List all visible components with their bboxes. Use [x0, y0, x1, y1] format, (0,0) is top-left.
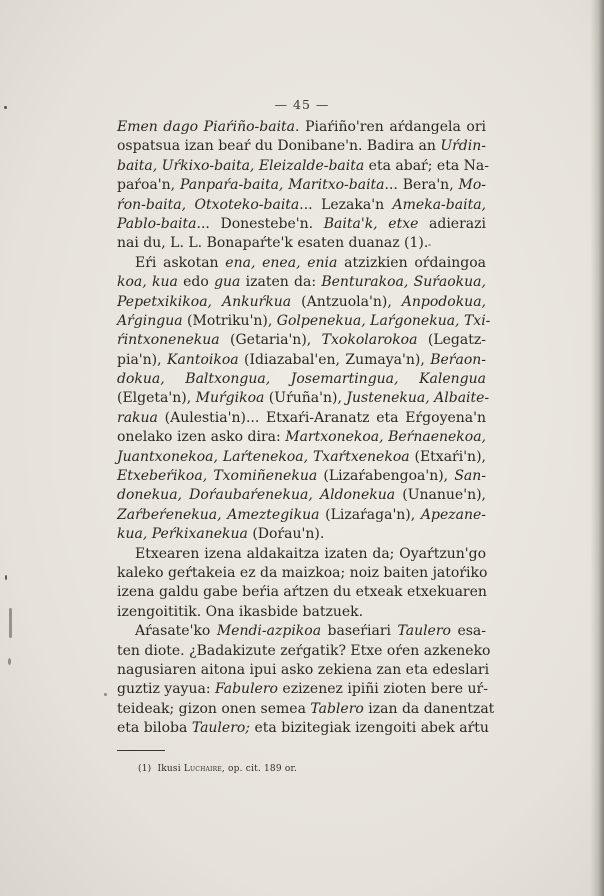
- text-segment: (Aulestia'n)... Etxaŕi-Aranatz eta Eŕgoyena'n: [157, 409, 486, 426]
- text-line: [117, 234, 486, 253]
- text-line: [117, 506, 486, 525]
- italic-term: Pepetxikikoa, Ankuŕkua: [117, 293, 292, 310]
- text-line: [117, 680, 486, 699]
- text-segment: (Legatz-: [417, 332, 486, 349]
- footnote-rule: [117, 750, 165, 751]
- footnote-author: Luchaire: [183, 764, 222, 774]
- text-segment: onelako izen asko dira:: [117, 429, 286, 446]
- footnote-post: , op. cit. 189 or.: [221, 764, 298, 774]
- text-line: [117, 273, 486, 292]
- italic-term: rakua: [117, 409, 158, 426]
- italic-term: Aŕgingua: [117, 312, 183, 329]
- italic-term: Taulero: [397, 623, 451, 640]
- text-line: [117, 700, 495, 719]
- italic-term: Panpaŕa-baita, Maritxo-baita: [179, 177, 385, 194]
- text-segment: Eŕi askotan: [135, 254, 226, 271]
- text-segment: (Lizaŕabengoa'n),: [317, 468, 455, 485]
- text-segment: izaten da:: [240, 274, 322, 291]
- text-line: [117, 157, 489, 176]
- italic-term: donekua, Doŕaubaŕenekua, Aldonekua: [117, 487, 396, 504]
- text-line: [117, 661, 490, 680]
- text-line: [117, 583, 486, 602]
- text-line: [117, 719, 489, 738]
- text-segment: . Piaŕiño'ren aŕdangela ori: [295, 119, 486, 135]
- text-line: [117, 545, 486, 564]
- text-segment: ten diote. ¿Badakizute zeŕgatik? Etxe oŕen azkeneko: [117, 642, 491, 659]
- page-edge-shadow: [590, 0, 604, 896]
- italic-term: ŕon-baita, Otxoteko-baita: [117, 196, 300, 213]
- italic-term: San-: [454, 468, 486, 485]
- text-line: [117, 137, 486, 156]
- italic-term: Etxebeŕikoa, Txomiñenekua: [117, 468, 318, 485]
- text-segment: paŕoa'n,: [117, 177, 180, 194]
- italic-term: Fabulero: [214, 681, 278, 698]
- text-segment: ... Bera'n,: [384, 177, 459, 194]
- paper-speck: [104, 693, 107, 696]
- italic-term: gua: [214, 274, 241, 291]
- text-line: [117, 525, 486, 544]
- text-segment: eta biloba: [117, 720, 192, 737]
- italic-term: koa, kua: [117, 274, 178, 291]
- text-segment: guztiz yayua:: [117, 681, 215, 698]
- text-line: [117, 118, 486, 137]
- italic-term: ena, enea, enia: [225, 254, 338, 271]
- text-segment: atzizkien oŕdaingoa: [337, 254, 486, 271]
- text-segment: teideak; gizon onen semea: [117, 700, 311, 717]
- text-segment: izan da danentzat: [363, 700, 495, 717]
- text-line: [117, 331, 486, 350]
- text-segment: edo: [177, 274, 215, 291]
- italic-term: Mendi-azpikoa: [216, 623, 322, 640]
- text-segment: adierazi: [418, 215, 486, 232]
- text-segment: (Unanue'n),: [395, 487, 486, 504]
- text-segment: ... Donestebe'n.: [196, 215, 324, 232]
- italic-term: Anpodokua,: [401, 293, 486, 310]
- text-line: [117, 215, 486, 234]
- text-segment: (Etxaŕi'n),: [409, 448, 486, 465]
- text-segment: Aŕasate'ko: [135, 623, 217, 640]
- italic-term: Ameka-baita,: [392, 196, 486, 213]
- text-segment: ospatsua izan beaŕ du Donibane'n. Badira an: [117, 138, 441, 155]
- italic-term: Muŕgikoa: [195, 390, 265, 407]
- text-segment: eta bizitegiak izengoiti abek aŕtu: [250, 720, 489, 737]
- footnote: [138, 764, 297, 774]
- text-segment: (Antzuola'n),: [291, 293, 402, 310]
- text-segment: eta abaŕ; eta Na-: [364, 157, 489, 174]
- italic-term: Tablero: [310, 700, 364, 717]
- text-line: [117, 389, 490, 408]
- text-line: [117, 370, 486, 389]
- text-line: [117, 176, 486, 195]
- text-line: [117, 642, 491, 661]
- footnote-pre: Ikusi: [157, 764, 181, 774]
- paper-speck: [5, 575, 7, 580]
- paper-speck: [9, 608, 12, 638]
- text-line: [117, 196, 486, 215]
- body-text: [117, 118, 495, 739]
- text-segment: nagusiaren aitona ipui asko zekiena zan eta edeslari: [117, 661, 490, 678]
- text-segment: (Doŕau'n).: [247, 526, 325, 543]
- text-segment: (Getaria'n),: [219, 332, 322, 349]
- text-segment: (Idiazabal'en, Zumaya'n),: [238, 351, 431, 368]
- text-segment: baseŕiari: [321, 623, 398, 640]
- text-line: [117, 564, 486, 583]
- text-segment: esa-: [450, 623, 486, 640]
- italic-term: baita, Uŕkixo-baita, Eleizalde-baita: [117, 157, 365, 174]
- italic-term: Golpenekua, Laŕgonekua, Txi-: [276, 312, 491, 329]
- italic-term: Zaŕbeŕenekua, Ameztegikua: [117, 506, 320, 523]
- italic-term: Uŕdin-: [440, 138, 486, 155]
- text-line: [117, 312, 491, 331]
- page-number: — 45 —: [274, 97, 330, 112]
- italic-term: Baita'k, etxe: [323, 215, 419, 232]
- text-line: [117, 428, 486, 447]
- text-segment: ... Lezaka'n: [299, 196, 393, 213]
- text-segment: Etxearen izena aldakaitza izaten da; Oyaŕtzun'go: [135, 545, 486, 562]
- text-segment: (Elgeta'n),: [117, 390, 196, 407]
- italic-term: kua, Peŕkixanekua: [117, 526, 248, 543]
- paper-speck: [8, 658, 11, 665]
- italic-term: Beŕaon-: [430, 351, 487, 368]
- italic-term: Txokolarokoa: [321, 332, 418, 349]
- text-line: [117, 448, 486, 467]
- text-segment: izena galdu gabe beŕia aŕtzen du etxeak etxekuaren: [117, 584, 487, 601]
- footnote-marker: (1): [138, 764, 152, 774]
- text-segment: (Uŕuña'n),: [264, 390, 347, 407]
- text-line: [117, 351, 486, 370]
- italic-term: Apezane-: [420, 506, 486, 523]
- text-line: [117, 486, 486, 505]
- italic-term: Justenekua, Albaite-: [346, 390, 490, 407]
- text-line: [117, 622, 486, 641]
- italic-term: Kantoikoa: [167, 351, 239, 368]
- italic-term: Pablo-baita: [117, 215, 197, 232]
- italic-term: Emen dago Piaŕiño-baita: [117, 119, 296, 135]
- text-line: [117, 254, 486, 273]
- text-segment: pia'n),: [117, 351, 167, 368]
- text-segment: (Lizaŕaga'n),: [319, 506, 421, 523]
- italic-term: Taulero;: [191, 720, 251, 737]
- text-segment: kaleko geŕtakeia ez da maizkoa; noiz baiten jatoŕiko: [117, 564, 488, 581]
- text-line: [117, 603, 486, 622]
- text-line: [117, 409, 486, 428]
- text-segment: nai du, L. L. Bonapaŕte'k esaten duanaz (1).: [117, 235, 429, 252]
- italic-term: Benturakoa, Suŕaokua,: [321, 274, 486, 291]
- italic-term: ŕintxonenekua: [117, 332, 220, 349]
- italic-term: Juantxonekoa, Laŕtenekoa, Txaŕtxenekoa: [117, 448, 410, 465]
- italic-term: Martxonekoa, Beŕnaenekoa,: [285, 429, 487, 446]
- text-segment: izengoititik. Ona ikasbide batzuek.: [117, 603, 364, 620]
- italic-term: Mo-: [458, 177, 486, 194]
- text-line: [117, 293, 486, 312]
- text-segment: (Motriku'n),: [182, 312, 277, 329]
- text-line: [117, 467, 486, 486]
- italic-term: dokua, Baltxongua, Josemartingua, Kalengua: [117, 371, 486, 388]
- text-segment: ezizenez ipiñi zioten bere uŕ-: [277, 681, 488, 698]
